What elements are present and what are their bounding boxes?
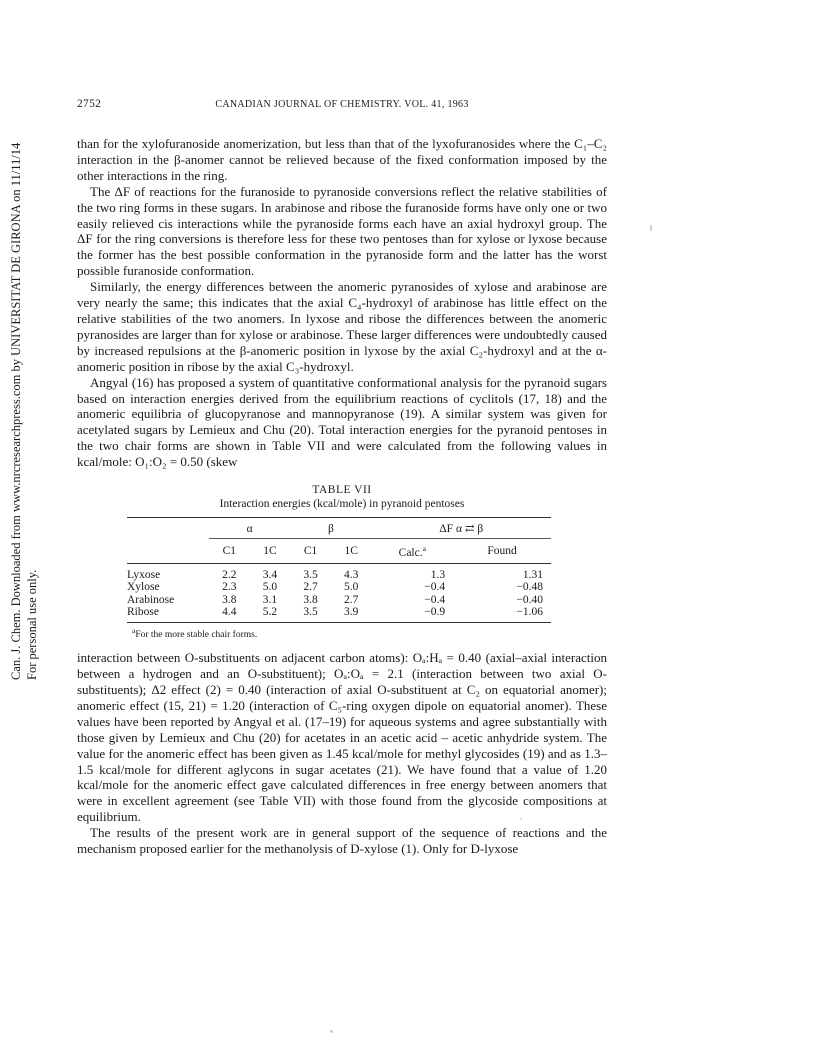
download-watermark bbox=[8, 142, 42, 680]
group-header-beta: β bbox=[290, 518, 371, 539]
table-cell: 5.0 bbox=[344, 581, 359, 594]
table-cell: 4.3 bbox=[344, 569, 359, 582]
table-cell: 2.7 bbox=[344, 593, 359, 606]
table-row bbox=[127, 564, 551, 582]
table-cell: −0.4 bbox=[424, 581, 446, 594]
row-label: Arabinose bbox=[127, 593, 175, 606]
table-cell: −0.40 bbox=[516, 593, 543, 606]
table-cell: 3.4 bbox=[262, 569, 278, 582]
column-header: C1 bbox=[209, 539, 250, 564]
table-cell: 1.31 bbox=[522, 569, 543, 582]
table-cell: 2.7 bbox=[303, 581, 318, 594]
column-header: Calc.$^a$ bbox=[372, 539, 454, 564]
journal-header: CANADIAN JOURNAL OF CHEMISTRY. VOL. 41, 1963 bbox=[215, 99, 469, 110]
column-header: 1C bbox=[331, 539, 372, 564]
table-cell: 5.2 bbox=[250, 606, 291, 623]
table-cell: 1.3 bbox=[430, 569, 446, 582]
table-footnote: $^a$For the more stable chair forms. bbox=[132, 626, 258, 641]
body-paragraph: The results of the present work are in general support of the sequence of reactions and the mechanism proposed earlier for the methanolysis of D-xylose (1). Only for D-lyxose bbox=[77, 825, 607, 857]
column-header: Found bbox=[453, 539, 551, 564]
table-cell: −0.4 bbox=[424, 593, 446, 606]
body-paragraph: than for the xylofuranoside anomerization, but less than that of the lyxofuranosides where the C₁–C₂ interaction in the β-anomer cannot be relieved because of the fixed conformation imposed by the other interactions in the ring. bbox=[77, 136, 607, 183]
table-label: TABLE VII bbox=[312, 484, 372, 497]
table-cell: 2.3 bbox=[222, 581, 237, 594]
table-cell: −0.9 bbox=[372, 606, 454, 623]
footnote-marker: a bbox=[132, 626, 136, 636]
row-label: Xylose bbox=[127, 581, 160, 594]
group-header-alpha: α bbox=[209, 518, 290, 539]
table-cell: −1.06 bbox=[453, 606, 551, 623]
scan-speck bbox=[520, 818, 522, 820]
scan-speck bbox=[330, 1030, 333, 1033]
article-page bbox=[77, 98, 607, 857]
scan-speck bbox=[650, 225, 652, 231]
personal-use-notice: For personal use only. bbox=[25, 569, 39, 680]
group-header-delta-f: ΔF α ⇄ β bbox=[372, 518, 552, 539]
footnote-marker: a bbox=[422, 544, 426, 554]
row-label: Ribose bbox=[127, 606, 209, 623]
row-label: Lyxose bbox=[127, 569, 161, 582]
table-cell: 3.9 bbox=[331, 606, 372, 623]
table-cell: 3.5 bbox=[290, 606, 331, 623]
column-header: 1C bbox=[250, 539, 291, 564]
table-cell: 4.4 bbox=[209, 606, 250, 623]
table-cell: −0.48 bbox=[516, 581, 543, 594]
table-row bbox=[127, 606, 551, 623]
table-vii bbox=[77, 483, 607, 640]
table-cell: 2.2 bbox=[222, 569, 237, 582]
running-head bbox=[77, 98, 607, 116]
table-cell: 5.0 bbox=[262, 581, 278, 594]
table-row bbox=[127, 581, 551, 593]
table-row bbox=[127, 594, 551, 606]
download-notice: Can. J. Chem. Downloaded from www.nrcresearchpress.com by UNIVERSITAT DE GIRONA on 11/11/14 bbox=[9, 142, 23, 680]
table-cell: 3.8 bbox=[303, 593, 318, 606]
table-caption: Interaction energies (kcal/mole) in pyranoid pentoses bbox=[219, 498, 465, 511]
table-cell: 3.5 bbox=[303, 569, 318, 582]
page-number: 2752 bbox=[77, 98, 102, 110]
body-paragraph: The ΔF of reactions for the furanoside to pyranoside conversions reflect the relative stabilities of the two ring forms in these sugars. In arabinose and ribose the furanoside forms have only one or two easily relieved cis interactions while the pyranoside forms each have an axial hydroxyl group. The ΔF for the ring conversions is therefore less for these two pentoses than for xylose or lyxose because the former has the best possible conformation in the pyranoside form and the latter has the worst possible furanoside conformation. bbox=[77, 183, 607, 279]
column-header: C1 bbox=[290, 539, 331, 564]
table-cell: 3.8 bbox=[222, 593, 237, 606]
body-paragraph: Angyal (16) has proposed a system of quantitative conformational analysis for the pyranoid sugars based on interaction energies derived from the equilibrium reactions of cyclitols (17, 18) and the anomeric equilibria of glucopyranose and mannopyranose (19). A similar system was given for acetylated sugars by Lemieux and Chu (20). Total interaction energies for the pyranoid pentoses in the two chair forms are shown in Table VII and were calculated from the following values in kcal/mole: O₁:O₂ = 0.50 (skew bbox=[77, 374, 607, 470]
body-paragraph: interaction between O-substituents on adjacent carbon atoms): Oₐ:Hₐ = 0.40 (axial–axial interaction between a hydrogen and an O-substituent); Oₐ:Oₐ = 2.1 (interaction between two axial O-substituents); Δ2 effect (2) = 0.40 (interaction of axial O-substituent at C₂ on equatorial anomer); anomeric effect (15, 21) = 1.20 (interaction of C₅-ring oxygen dipole on equatorial anomer). These values have been reported by Angyal et al. (17–19) for aqueous systems and agree substantially with those given by Lemieux and Chu (20) for acetates in an acetic acid – acetic anhydride system. The value for the anomeric effect has been given as 1.45 kcal/mole for methyl glycosides (19) and as 1.3–1.5 kcal/mole for different aglycons in sugar acetates (21). We have found that a value of 1.20 kcal/mole for the anomeric effect gave calculated differences in free energy between anomers that were in excellent agreement (see Table VII) with those found from the glycoside compositions at equilibrium. bbox=[77, 650, 607, 825]
body-paragraph: Similarly, the energy differences between the anomeric pyranosides of xylose and arabinose are very nearly the same; this indicates that the axial C₄-hydroxyl of arabinose has little effect on the relative stabilities of the two anomers. In lyxose and ribose the differences between the anomeric pyranosides are larger than for xylose or arabinose. These larger differences were undoubtedly caused by increased repulsions at the β-anomeric position in lyxose by the axial C₂-hydroxyl and at the α-anomeric position in ribose by the axial C₃-hydroxyl. bbox=[77, 279, 607, 374]
table-cell: 3.1 bbox=[262, 593, 278, 606]
interaction-energy-table bbox=[127, 517, 551, 623]
